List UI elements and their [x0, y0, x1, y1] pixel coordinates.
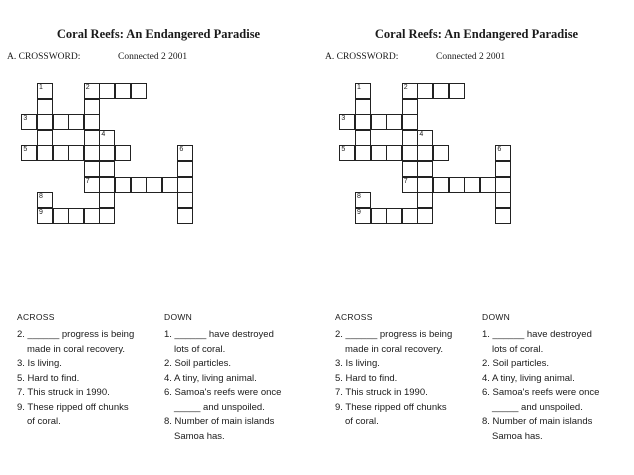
crossword-cell [115, 145, 131, 161]
crossword-cell [433, 145, 449, 161]
clue-number: 7 [403, 177, 408, 185]
clue-number: 2 [85, 84, 90, 91]
crossword-cell [84, 177, 100, 193]
crossword-cell [21, 145, 37, 161]
worksheet-copy-right [318, 0, 634, 475]
crossword-cell [417, 177, 433, 193]
crossword-cell [464, 177, 480, 193]
crossword-cell [53, 114, 69, 130]
crossword-cell [131, 177, 147, 193]
crossword-cell [386, 114, 402, 130]
crossword-cell [386, 145, 402, 161]
clue-number: 5 [23, 146, 28, 154]
down-clue-list [482, 328, 599, 444]
crossword-cell [177, 192, 193, 208]
across-clue-2-line1: 2. ______ progress is being [17, 329, 135, 340]
crossword-cell [402, 114, 418, 130]
across-clue-9-line1: 9. These ripped off chunks [17, 401, 129, 413]
crossword-cell [84, 99, 100, 115]
crossword-cell [402, 130, 418, 146]
clue-number: 4 [419, 130, 424, 138]
crossword-cell [146, 177, 162, 193]
section-label: A. CROSSWORD: [325, 52, 399, 62]
crossword-cell [339, 114, 355, 130]
crossword-cell [84, 145, 100, 161]
clue-number: 9 [39, 208, 43, 216]
crossword-cell [131, 83, 147, 99]
crossword-cell [355, 99, 371, 115]
crossword-cell [355, 130, 371, 146]
down-clue-list [164, 328, 281, 444]
crossword-cell [37, 99, 53, 115]
crossword-cell [53, 208, 69, 224]
crossword-cell [355, 114, 371, 130]
across-clue-7: 7. This struck in 1990. [17, 387, 110, 398]
crossword-cell [402, 161, 418, 177]
worksheet-title: Coral Reefs: An Endangered Paradise [374, 27, 579, 41]
crossword-cell [402, 145, 418, 161]
crossword-cell [37, 208, 53, 224]
crossword-cell [386, 208, 402, 224]
crossword-cell [433, 177, 449, 193]
crossword-cell [433, 83, 449, 99]
crossword-cell [99, 208, 115, 224]
crossword-cell [162, 177, 178, 193]
down-clue-4: 4. A tiny, living animal. [164, 372, 257, 384]
crossword-cell [449, 177, 465, 193]
clue-number: 3 [341, 115, 346, 123]
down-clue-6-line1: 6. Samoa's reefs were once [164, 387, 282, 398]
crossword-cell [355, 145, 371, 161]
across-clue-list [17, 328, 134, 430]
crossword-cell [417, 161, 433, 177]
across-clue-9-line2: of coral. [345, 416, 379, 427]
clue-number: 7 [85, 177, 90, 185]
crossword-cell [355, 192, 371, 208]
crossword-cell [371, 114, 387, 130]
crossword-cell [417, 83, 433, 99]
down-clue-2: 2. Soil particles. [164, 358, 232, 369]
down-clue-6-line2: _____ and unspoiled. [492, 401, 583, 413]
clue-number: 9 [357, 208, 361, 216]
down-heading: DOWN [482, 312, 511, 322]
crossword-cell [37, 145, 53, 161]
crossword-cell [68, 145, 84, 161]
clue-number: 1 [357, 84, 361, 91]
down-heading: DOWN [164, 312, 193, 322]
clue-number: 8 [357, 193, 361, 201]
crossword-cell [84, 130, 100, 146]
source-label: Connected 2 2001 [436, 52, 506, 62]
down-clue-8-line2: Samoa has. [174, 430, 225, 442]
across-clue-9-line1: 9. These ripped off chunks [335, 401, 447, 413]
crossword-cell [177, 145, 193, 161]
down-clue-1-line2: lots of coral. [174, 343, 226, 355]
crossword-cell [402, 208, 418, 224]
across-clue-5: 5. Hard to find. [17, 372, 80, 384]
clue-number: 6 [497, 146, 502, 154]
crossword-cell [99, 145, 115, 161]
across-clue-2-line2: made in coral recovery. [345, 343, 444, 355]
across-clue-5: 5. Hard to find. [335, 372, 398, 384]
crossword-cell [115, 83, 131, 99]
across-clue-2-line2: made in coral recovery. [27, 343, 126, 355]
crossword-cell [495, 145, 511, 161]
across-clue-9-line2: of coral. [27, 416, 61, 427]
crossword-cell [177, 177, 193, 193]
crossword-cell [99, 161, 115, 177]
crossword-cell [495, 208, 511, 224]
crossword-cell [339, 145, 355, 161]
crossword-cell [115, 177, 131, 193]
crossword-cell [84, 161, 100, 177]
crossword-cell [371, 208, 387, 224]
down-clue-6-line2: _____ and unspoiled. [174, 401, 265, 413]
crossword-cell [355, 208, 371, 224]
crossword-cell [355, 83, 371, 99]
crossword-cell [37, 114, 53, 130]
clue-number: 8 [39, 193, 43, 201]
down-clue-2: 2. Soil particles. [482, 358, 550, 369]
crossword-cell [402, 99, 418, 115]
crossword-cell [495, 161, 511, 177]
clue-number: 1 [39, 84, 43, 91]
crossword-cell [37, 192, 53, 208]
clue-number: 4 [101, 130, 106, 138]
across-heading: ACROSS [17, 312, 55, 322]
crossword-cell [417, 130, 433, 146]
crossword-cell [68, 114, 84, 130]
crossword-cell [495, 177, 511, 193]
crossword-cell [417, 192, 433, 208]
crossword-cell [84, 208, 100, 224]
across-clue-3: 3. Is living. [17, 358, 62, 369]
crossword-cell [37, 130, 53, 146]
crossword-cell [402, 83, 418, 99]
crossword-cell [177, 208, 193, 224]
crossword-cell [480, 177, 496, 193]
clue-number: 3 [23, 115, 28, 123]
clue-number: 5 [341, 146, 346, 154]
down-clue-1-line1: 1. ______ have destroyed [164, 329, 274, 340]
across-clue-7: 7. This struck in 1990. [335, 387, 428, 398]
down-clue-8-line1: 8. Number of main islands [482, 416, 593, 427]
down-clue-4: 4. A tiny, living animal. [482, 372, 575, 384]
down-clue-1-line2: lots of coral. [492, 343, 544, 355]
crossword-cell [84, 114, 100, 130]
down-clue-8-line2: Samoa has. [492, 430, 543, 442]
crossword-cell [84, 83, 100, 99]
clue-number: 2 [403, 84, 408, 91]
across-clue-2-line1: 2. ______ progress is being [335, 329, 453, 340]
crossword-grid [0, 0, 317, 300]
crossword-cell [402, 177, 418, 193]
crossword-cell [177, 161, 193, 177]
down-clue-6-line1: 6. Samoa's reefs were once [482, 387, 600, 398]
crossword-cell [68, 208, 84, 224]
crossword-grid [318, 0, 634, 300]
across-clue-list [335, 328, 452, 430]
across-heading: ACROSS [335, 312, 373, 322]
crossword-cell [449, 83, 465, 99]
crossword-cell [495, 192, 511, 208]
crossword-cell [53, 145, 69, 161]
across-clue-3: 3. Is living. [335, 358, 380, 369]
crossword-cell [371, 145, 387, 161]
crossword-cell [99, 130, 115, 146]
section-label: A. CROSSWORD: [7, 52, 81, 62]
crossword-cell [99, 177, 115, 193]
crossword-cell [99, 192, 115, 208]
source-label: Connected 2 2001 [118, 52, 188, 62]
worksheet-title: Coral Reefs: An Endangered Paradise [56, 27, 261, 41]
crossword-cell [21, 114, 37, 130]
down-clue-1-line1: 1. ______ have destroyed [482, 329, 592, 340]
crossword-cell [99, 83, 115, 99]
down-clue-8-line1: 8. Number of main islands [164, 416, 275, 427]
crossword-cell [37, 83, 53, 99]
crossword-cell [417, 208, 433, 224]
crossword-cell [417, 145, 433, 161]
clue-number: 6 [179, 146, 184, 154]
